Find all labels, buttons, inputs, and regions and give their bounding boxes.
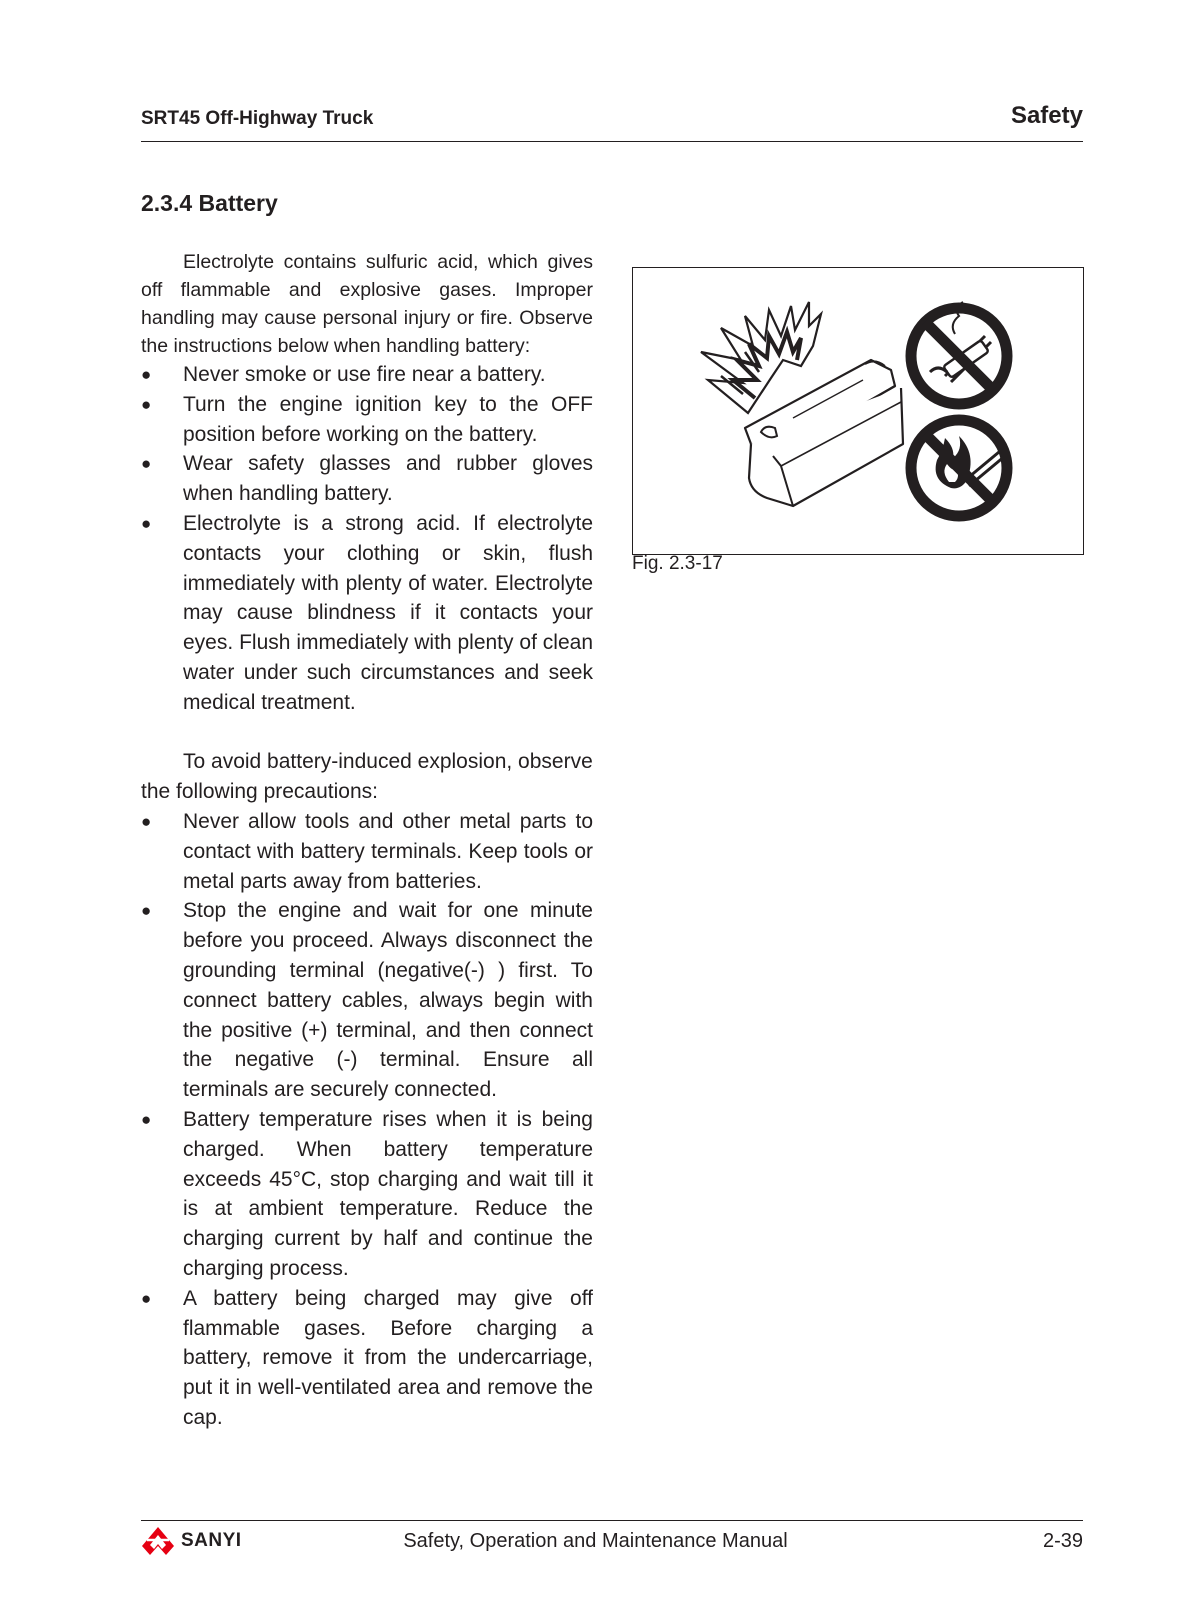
intro-paragraph: Electrolyte contains sulfuric acid, which gives off flammable and explosive gases. Improper handling may cause personal injury or fire. Observe the instructions below when handling battery: <box>141 251 593 357</box>
bullet-icon: ● <box>141 394 152 414</box>
body-column <box>141 248 593 1433</box>
no-flame-icon <box>911 420 1007 516</box>
bullet-icon: ● <box>141 901 152 921</box>
no-smoking-icon <box>911 302 1007 404</box>
list-item: ● Wear safety glasses and rubber gloves when handling battery. <box>141 449 593 509</box>
bullet-icon: ● <box>141 1288 152 1308</box>
footer-manual-title: Safety, Operation and Maintenance Manual <box>403 1530 788 1552</box>
list-item: ● A battery being charged may give off flammable gases. Before charging a battery, remove it from the undercarriage, put it in well-ventilated area and remove the cap. <box>141 1284 593 1433</box>
page-number: 2-39 <box>1042 1530 1083 1552</box>
list-item: ● Stop the engine and wait for one minute before you proceed. Always disconnect the grounding terminal (negative(-) ) first. To connect battery cables, always begin with the positive (+) terminal, and then connect the negative (-) terminal. Ensure all terminals are securely connected. <box>141 896 593 1105</box>
sanyi-logo-text: SANYI <box>181 1530 242 1551</box>
bullet-icon: ● <box>141 454 152 474</box>
list-item: ● Battery temperature rises when it is being charged. When battery temperature exceeds 45°C, stop charging and wait till it is at ambient temperature. Reduce the charging current by half and continue the charging process. <box>141 1105 593 1284</box>
list-item: ● Turn the engine ignition key to the OFF position before working on the battery. <box>141 390 593 450</box>
list-item: ● Electrolyte is a strong acid. If electrolyte contacts your clothing or skin, flush immediately with plenty of water. Electrolyte may cause blindness if it contacts your eyes. Flush immediately with plenty of clean water under such circumstances and seek medical treatment. <box>141 509 593 718</box>
figure-caption: Fig. 2.3-17 <box>632 553 723 574</box>
battery-handling-list <box>141 360 593 718</box>
list-item: ● Never smoke or use fire near a battery. <box>141 360 593 390</box>
bullet-icon: ● <box>141 1109 152 1129</box>
bullet-icon: ● <box>141 365 152 384</box>
header-rule <box>141 141 1083 142</box>
explosion-paragraph-line1: To avoid battery-induced explosion, observe <box>183 750 593 774</box>
battery-warning-figure <box>632 267 1084 555</box>
footer-rule <box>141 1520 1083 1521</box>
explosion-precautions-list <box>141 807 593 1433</box>
bullet-icon: ● <box>141 513 152 533</box>
header-document-title: SRT45 Off-Highway Truck <box>141 108 374 129</box>
header-chapter-title: Safety <box>1010 102 1083 129</box>
list-item: ● Never allow tools and other metal parts to contact with battery terminals. Keep tools or metal parts away from batteries. <box>141 807 593 896</box>
bullet-icon: ● <box>141 811 152 831</box>
explosion-paragraph-line2: the following precautions: <box>141 780 378 804</box>
section-title: 2.3.4 Battery <box>141 190 278 216</box>
